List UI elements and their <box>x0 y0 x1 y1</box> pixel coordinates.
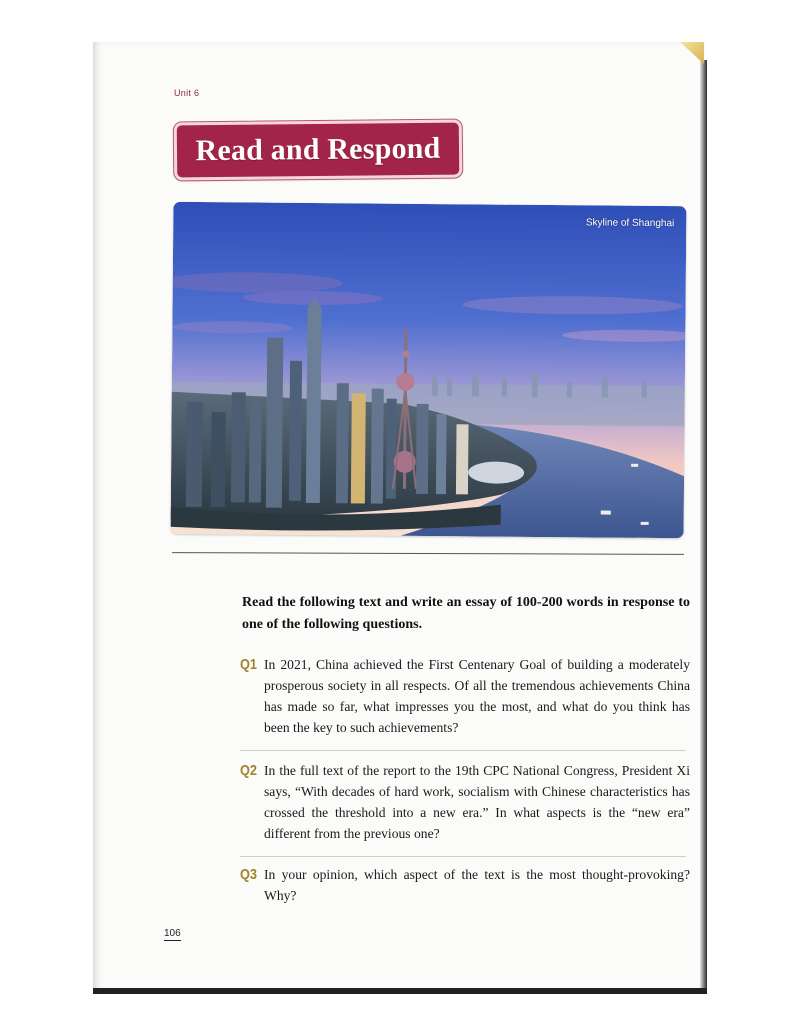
question-item <box>240 864 690 906</box>
question-text: In the full text of the report to the 19th CPC National Congress, President Xi says, “With decades of hard work, socialism with Chinese characteristics has crossed the threshold into a new era.” In what aspects is the “new era” different from the previous one? <box>264 763 690 841</box>
question-separator <box>240 750 686 751</box>
page-number: 106 <box>164 928 181 939</box>
section-title-banner <box>174 119 463 180</box>
question-item <box>240 760 690 844</box>
skyline-illustration <box>171 202 687 538</box>
instructions-text: Read the following text and write an essay of 100-200 words in response to one of the following questions. <box>242 595 690 632</box>
question-separator <box>240 856 686 857</box>
shanghai-skyline-photo <box>171 202 687 538</box>
question-item <box>240 654 690 738</box>
page-bottom-edge <box>93 988 707 994</box>
question-number: Q3 <box>240 866 258 883</box>
question-number: Q1 <box>240 656 258 673</box>
question-number: Q2 <box>240 762 258 779</box>
unit-label: Unit 6 <box>174 88 200 98</box>
question-text: In your opinion, which aspect of the text is the most thought-provoking? Why? <box>264 867 690 903</box>
page-right-edge <box>700 60 707 994</box>
question-text: In 2021, China achieved the First Centenary Goal of building a moderately prosperous society in all respects. Of all the tremendous achievements China has made so far, what impresses you the most, and what do you think has been the key to such achievements? <box>264 657 690 735</box>
photo-caption: Skyline of Shanghai <box>585 217 675 230</box>
section-title: Read and Respond <box>195 131 441 168</box>
